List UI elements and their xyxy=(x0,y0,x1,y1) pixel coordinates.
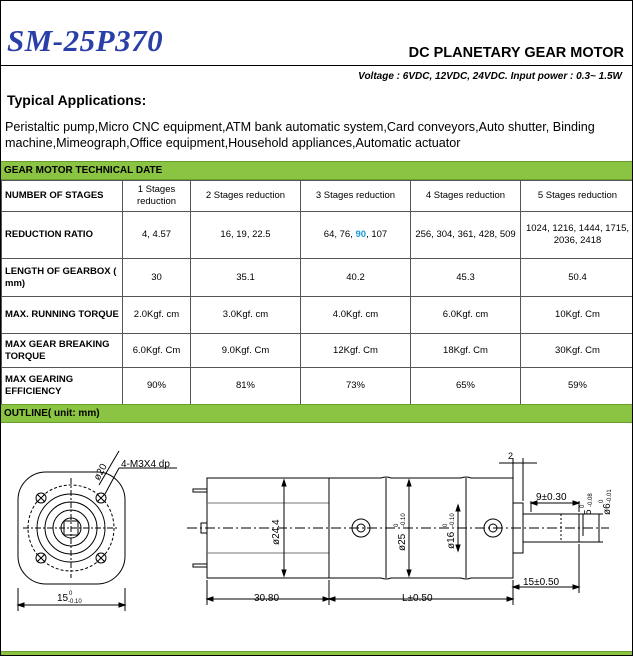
table-row xyxy=(2,334,633,368)
motor-length: 30.80 xyxy=(254,593,280,604)
shaft-diameter-sub: -0.01 xyxy=(607,489,613,503)
table-cell xyxy=(301,212,411,259)
table-cell: 10Kgf. Cm xyxy=(521,297,633,334)
table-cell: 30Kgf. Cm xyxy=(521,334,633,368)
gearbox-diameter-sup: 0 xyxy=(394,523,400,527)
table-cell: 256, 304, 361, 428, 509 xyxy=(411,212,521,259)
row-label: MAX. RUNNING TORQUE xyxy=(2,297,123,334)
flange-width-sub: -0.10 xyxy=(68,599,82,605)
table-cell: 59% xyxy=(521,368,633,405)
table-cell: 73% xyxy=(301,368,411,405)
boss-diameter-sub: -0.10 xyxy=(450,513,456,527)
table-row xyxy=(2,181,633,212)
footer-bar xyxy=(1,651,633,656)
ratio-part: , 107 xyxy=(366,229,388,240)
table-cell: 65% xyxy=(411,368,521,405)
row-label: NUMBER OF STAGES xyxy=(2,181,123,212)
table-cell: 4 Stages reduction xyxy=(411,181,521,212)
table-cell: 2.0Kgf. cm xyxy=(123,297,191,334)
row-label: REDUCTION RATIO xyxy=(2,212,123,259)
table-cell: 45.3 xyxy=(411,259,521,297)
table-row xyxy=(2,259,633,297)
highlighted-ratio: 90 xyxy=(355,229,367,240)
table-cell: 40.2 xyxy=(301,259,411,297)
shaft-flat-width: 5 xyxy=(583,509,594,515)
shaft-diameter-sup: 0 xyxy=(599,499,605,503)
gearbox-diameter-sub: -0.10 xyxy=(401,513,407,527)
table-row xyxy=(2,297,633,334)
row-label: MAX GEAR BREAKING TORQUE xyxy=(2,334,123,368)
flange-width: 15 xyxy=(57,593,69,604)
row-label: MAX GEARING EFFICIENCY xyxy=(2,368,123,405)
table-cell: 12Kgf. Cm xyxy=(301,334,411,368)
tech-data-section-title: GEAR MOTOR TECHNICAL DATE xyxy=(1,161,633,180)
boss-diameter-sup: 0 xyxy=(443,523,449,527)
table-row xyxy=(2,212,633,259)
table-cell: 35.1 xyxy=(191,259,301,297)
shaft-flat-length: 9±0.30 xyxy=(536,492,567,503)
table-cell: 16, 19, 22.5 xyxy=(191,212,301,259)
table-cell: 2 Stages reduction xyxy=(191,181,301,212)
table-cell: 18Kgf. Cm xyxy=(411,334,521,368)
table-cell: 1024, 1216, 1444, 1715, 2036, 2418 xyxy=(521,212,633,259)
table-cell: 5 Stages reduction xyxy=(521,181,633,212)
applications-text: Peristaltic pump,Micro CNC equipment,ATM bank automatic system,Card conveyors,Auto shutter, Binding machine,Mimeograph,Office equipment,Household appliances,Automatic actuator xyxy=(5,120,595,150)
boss-length: 2 xyxy=(508,451,514,461)
gearbox-length: L±0.50 xyxy=(402,593,433,604)
table-cell: 90% xyxy=(123,368,191,405)
shaft-diameter: ø6 xyxy=(602,503,613,515)
table-cell: 6.0Kgf. cm xyxy=(411,297,521,334)
gearbox-diameter: ø25 xyxy=(397,533,408,551)
model-title: SM-25P370 xyxy=(7,23,164,58)
table-cell: 30 xyxy=(123,259,191,297)
tech-data-table xyxy=(1,180,633,405)
boss-diameter: ø16 xyxy=(446,531,457,549)
voltage-spec: Voltage : 6VDC, 12VDC, 24VDC. Input power : 0.3~ 1.5W xyxy=(358,71,622,82)
table-cell: 1 Stages reduction xyxy=(123,181,191,212)
table-cell: 4.0Kgf. cm xyxy=(301,297,411,334)
shaft-flat-width-sup: 0 xyxy=(580,504,586,508)
shaft-length: 15±0.50 xyxy=(523,577,560,588)
shaft-flat-width-sub: -0.08 xyxy=(588,493,594,507)
table-row xyxy=(2,368,633,405)
applications-heading: Typical Applications: xyxy=(7,92,147,108)
motor-diameter: ø24.4 xyxy=(271,519,282,545)
table-cell: 6.0Kgf. Cm xyxy=(123,334,191,368)
header-rule xyxy=(1,65,633,66)
row-label: LENGTH OF GEARBOX ( mm) xyxy=(2,259,123,297)
table-cell: 9.0Kgf. Cm xyxy=(191,334,301,368)
pcd-label: ø20 xyxy=(91,462,110,483)
product-name: DC PLANETARY GEAR MOTOR xyxy=(408,45,624,61)
ratio-part: 64, 76, xyxy=(323,229,356,240)
hole-callout: 4-M3X4 dp xyxy=(121,459,170,470)
flange-width-sup: 0 xyxy=(69,591,73,597)
outline-drawing xyxy=(1,423,633,651)
table-cell: 4, 4.57 xyxy=(123,212,191,259)
table-cell: 3.0Kgf. cm xyxy=(191,297,301,334)
table-cell: 3 Stages reduction xyxy=(301,181,411,212)
table-cell: 50.4 xyxy=(521,259,633,297)
table-cell: 81% xyxy=(191,368,301,405)
outline-section-title: OUTLINE( unit: mm) xyxy=(1,404,633,423)
